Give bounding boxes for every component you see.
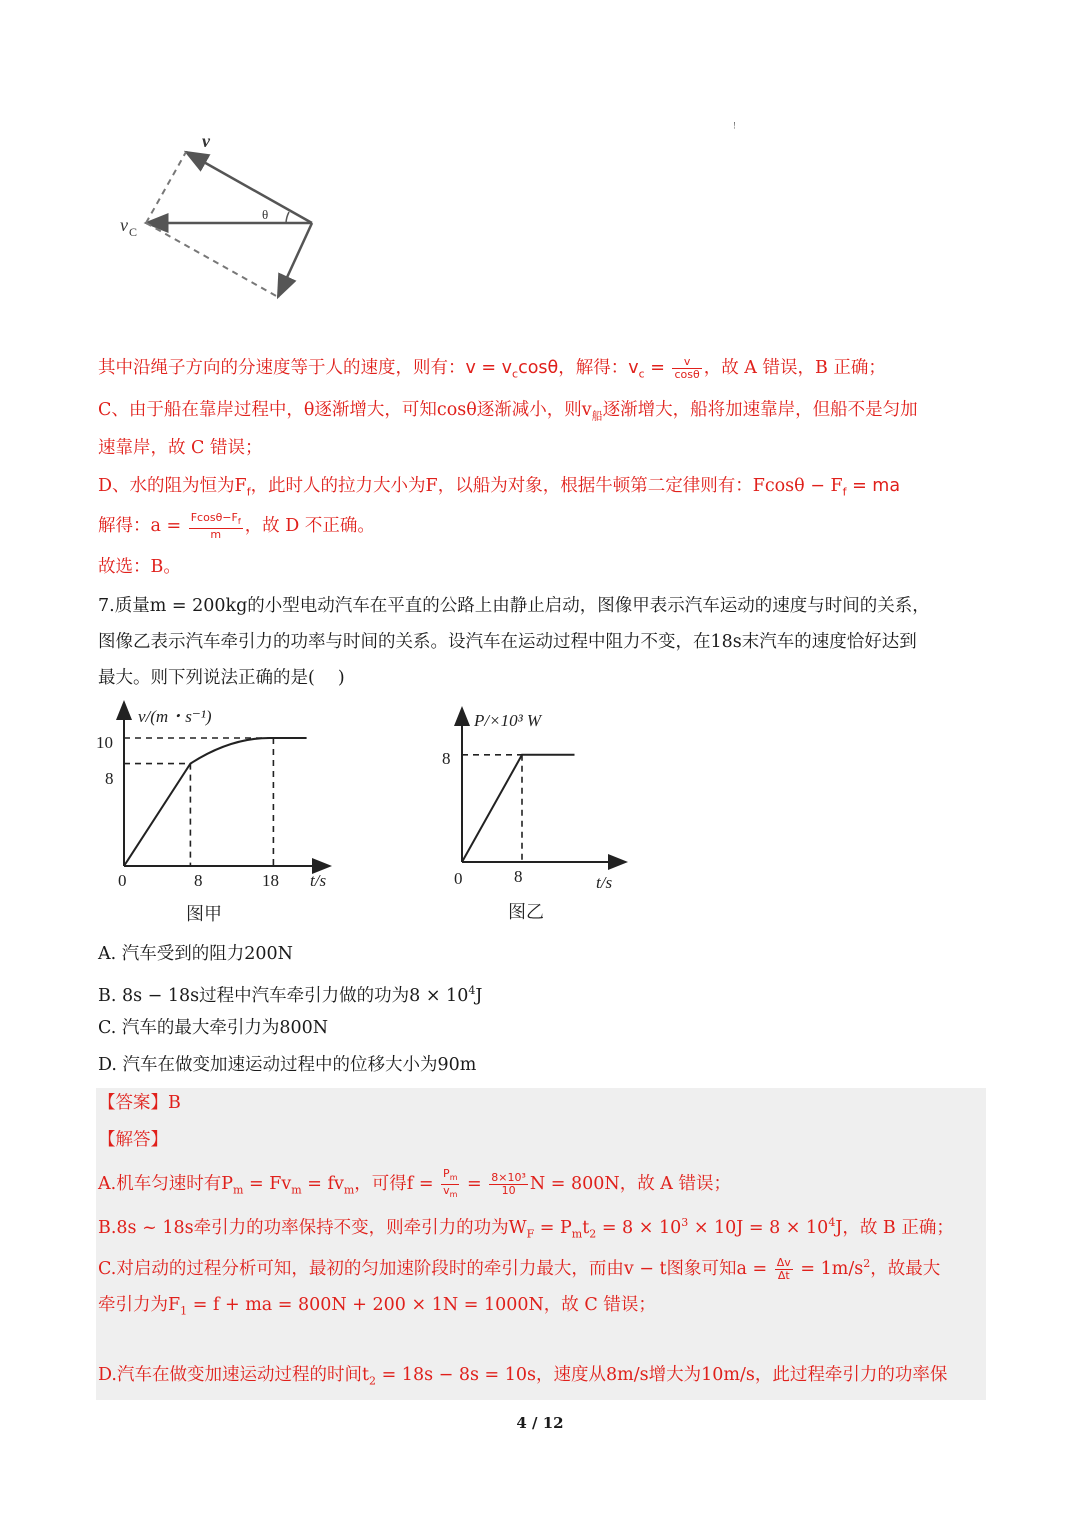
vector-perpendicular (278, 223, 312, 297)
vector-v (186, 152, 312, 223)
solution-line-2: C、由于船在靠岸过程中，θ逐渐增大，可知cosθ逐渐减小，则$v_船$逐渐增大，船将加速靠岸，但船不是匀加 (98, 400, 918, 423)
option-b: B. 8s − 18s过程中汽车牵引力做的功为$8 \times 10^4J$ (98, 984, 483, 1006)
analysis-b: B.8s ~ 18s牵引力的功率保持不变，则牵引力的功为$W_F = P_mt_2 = 8 \times 10^3 \times 10J = 8 \times 10^4J$，故 B 正确； (98, 1216, 954, 1241)
analysis-c-2: 牵引力为$F_1 = f$ + ma = 800N + 200 × 1N = 1000N，故 C 错误； (98, 1295, 656, 1318)
velocity-time-chart (90, 700, 350, 930)
power-time-chart (428, 700, 648, 930)
chart-title: 图乙 (508, 902, 544, 922)
x-tick-0: 0 (118, 871, 127, 890)
dashed-side-2 (146, 223, 278, 297)
dashed-side-1 (146, 152, 186, 223)
x-tick-18: 18 (262, 871, 279, 890)
x-axis-label: t/s (310, 871, 327, 890)
question-line-3: 最大。则下列说法正确的是( ) (98, 668, 345, 688)
label-theta: θ (262, 207, 269, 222)
x-tick-8: 8 (194, 871, 203, 890)
chart-title: 图甲 (186, 904, 222, 924)
option-c: C. 汽车的最大牵引力为800N (98, 1018, 329, 1038)
analysis-c: C.对启动的过程分析可知，最初的匀加速阶段时的牵引力最大，而由v − t图象可知a = $\frac{\Delta v}{\Delta t}$ = $1m/s^2$，故最大 (98, 1255, 941, 1282)
label-vc: v (120, 215, 128, 235)
page-number: 4 / 12 (516, 1414, 564, 1432)
angle-arc (286, 212, 289, 223)
solution-line-1: 其中沿绳子方向的分速度等于人的速度，则有：$v = v_c\cos\theta$，解得：$v_c$ = $\frac{v}{\cos\theta}$ ，故 A 错误，B 正确； (98, 355, 886, 381)
analysis-label: 【解答】 (98, 1130, 168, 1150)
y-axis-label: P/×10³ W (474, 711, 542, 730)
option-a: A. 汽车受到的阻力200N (98, 944, 293, 964)
x-tick-8: 8 (514, 867, 523, 886)
fraction: $\frac{P_m}{v_m}$ (443, 1167, 458, 1200)
analysis-d: D.汽车在做变加速运动过程的时间$t_2 = 18s - 8s = 10s$，速度从8m/s增大为10m/s，此过程牵引力的功率保 (98, 1365, 948, 1388)
fraction: $\frac{\text{8×10³}}{10}$ (491, 1171, 526, 1198)
question-line-1: 7.质量m = 200kg的小型电动汽车在平直的公路上由静止启动，图像甲表示汽车运动的速度与时间的关系， (98, 596, 930, 616)
answer-line: 【答案】B (98, 1093, 181, 1113)
label-vc-sub: C (129, 225, 138, 239)
solution-line-3: 速靠岸，故 C 错误； (98, 438, 263, 458)
x-tick-0: 0 (454, 869, 463, 888)
y-tick-10: 10 (96, 733, 113, 752)
y-axis-label: v/(m・s⁻¹) (138, 707, 212, 726)
solution-line-6: 故选：B。 (98, 557, 181, 577)
question-line-2: 图像乙表示汽车牵引力的功率与时间的关系。设汽车在运动过程中阻力不变，在18s末汽车的速度恰好达到 (98, 632, 917, 652)
analysis-a: A.机车匀速时有$P_m = Fv_m = fv_m$，可得f = $\frac{P_m}{v_m}$ = $\frac{\text{8×10³}}{10}$ N = 800N，故 A 错误； (98, 1167, 731, 1200)
velocity-series (124, 738, 307, 866)
fraction: $\frac{v}{\cos\theta}$ (674, 355, 700, 381)
stray-mark: ! (733, 120, 736, 131)
fraction: $\frac{Fcos\theta-F_f}{m}$ (190, 511, 241, 542)
y-tick-8: 8 (442, 749, 451, 768)
power-series (462, 755, 575, 862)
fraction: $\frac{\Delta v}{\Delta t}$ (776, 1255, 791, 1282)
label-v: v (202, 131, 210, 151)
velocity-decomposition-diagram (110, 120, 750, 320)
x-axis-label: t/s (596, 873, 613, 892)
y-tick-8: 8 (105, 769, 114, 788)
option-d: D. 汽车在做变加速运动过程中的位移大小为90m (98, 1055, 477, 1075)
solution-line-5: 解得：a = $\frac{Fcos\theta-F_f}{m}$ ，故 D 不正确。 (98, 511, 375, 542)
solution-line-4: D、水的阻为恒为$F_f$，此时人的拉力大小为F，以船为对象，根据牛顿第二定律则有：$Fcos\theta - F_f$ = ma (98, 476, 901, 499)
